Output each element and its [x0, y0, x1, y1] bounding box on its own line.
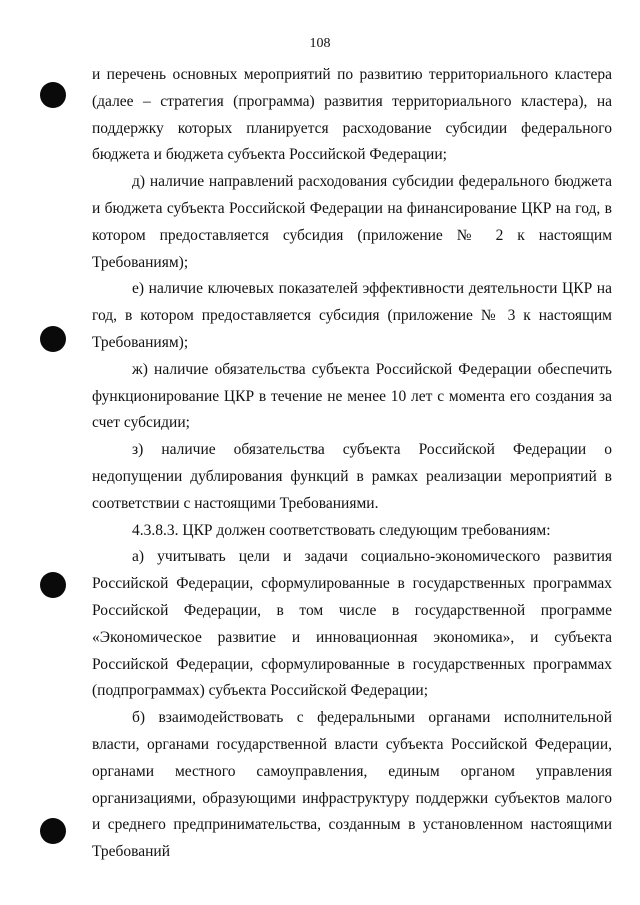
document-body [92, 62, 612, 866]
punch-hole-mark [40, 818, 66, 844]
punch-hole-mark [40, 326, 66, 352]
paragraph-item-e: е) наличие ключевых показателей эффективности деятельности ЦКР на год, в котором предоставляется субсидия (приложение № 3 к настоящим Требованиям); [92, 280, 612, 351]
paragraph-item-a: а) учитывать цели и задачи социально-экономического развития Российской Федерации, сформулированные в государственных программах Российской Федерации, в том числе в государственной программе «Экономическое развитие и инновационная экономика», и субъекта Российской Федерации, сформулированные в государственных программах (подпрограммах) субъекта Российской Федерации; [92, 548, 612, 700]
paragraph-section-4-3-8-3: 4.3.8.3. ЦКР должен соответствовать следующим требованиям: [132, 521, 551, 539]
page-number: 108 [309, 36, 331, 51]
paragraph-item-b: б) взаимодействовать с федеральными органами исполнительной власти, органами государственной власти субъекта Российской Федерации, органами местного самоуправления, единым органом управления организациями, образующими инфраструктуру поддержки субъектов малого и среднего предпринимательства, созданным в установленном настоящими Требований [92, 709, 612, 861]
punch-hole-mark [40, 82, 66, 108]
paragraph-item-z: з) наличие обязательства субъекта Российской Федерации о недопущении дублирования функций в рамках реализации мероприятий в соответствии с настоящими Требованиями. [92, 441, 612, 512]
punch-hole-mark [40, 572, 66, 598]
paragraph-item-d: д) наличие направлений расходования субсидии федерального бюджета и бюджета субъекта Российской Федерации на финансирование ЦКР на год, в котором предоставляется субсидия (приложение № 2 к настоящим Требованиям); [92, 173, 612, 271]
paragraph-strategy-continuation: и перечень основных мероприятий по развитию территориального кластера (далее – стратегия (программа) развития территориального кластера), на поддержку которых планируется расходование субсидии федерального бюджета и бюджета субъекта Российской Федерации; [92, 66, 612, 164]
paragraph-item-zh: ж) наличие обязательства субъекта Российской Федерации обеспечить функционирование ЦКР в течение не менее 10 лет с момента его создания за счет субсидии; [92, 360, 612, 432]
